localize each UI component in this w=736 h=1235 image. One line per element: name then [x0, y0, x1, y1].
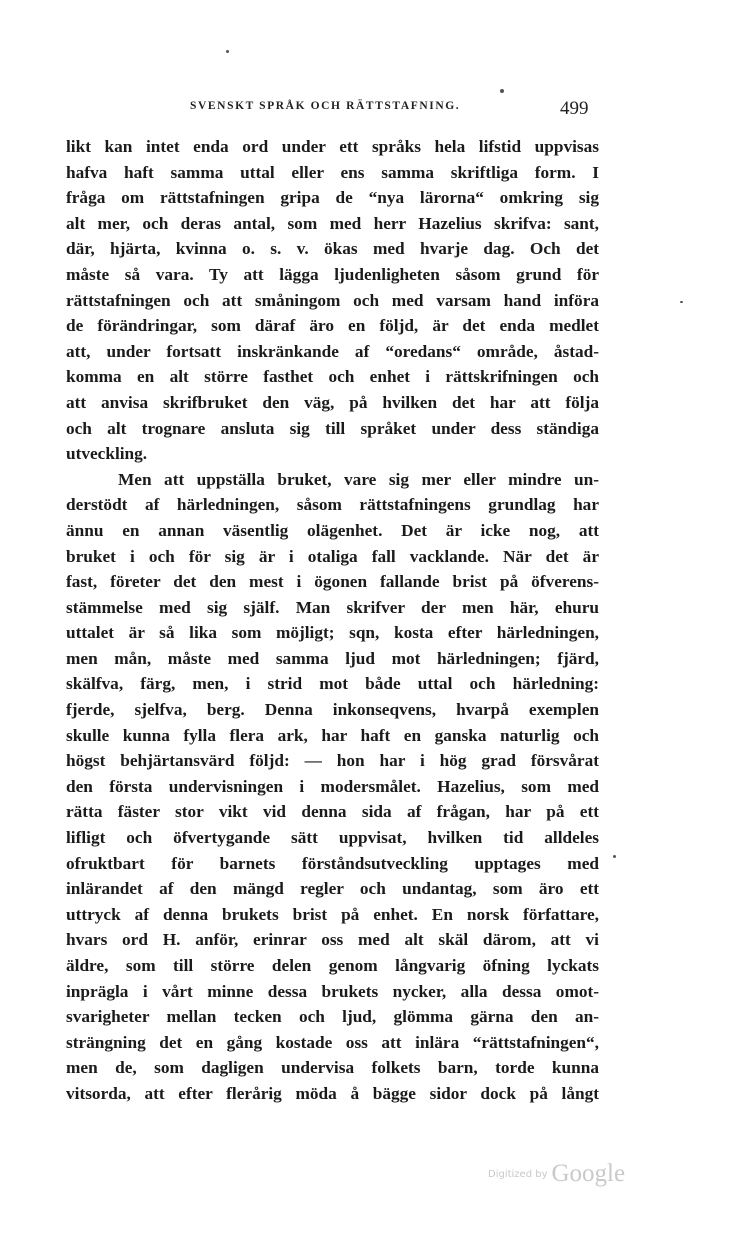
text-line: fast, företer det den mest i ögonen fallande brist på öfverens-	[66, 572, 599, 592]
text-line: lifligt och öfvertygande sätt uppvisat, hvilken tid alldeles	[66, 828, 599, 848]
paragraph-start-line: Men att uppställa bruket, vare sig mer eller mindre un-	[118, 469, 599, 489]
text-line: hafva haft samma uttal eller ens samma skriftliga form. I	[66, 162, 599, 182]
text-line: och alt trognare ansluta sig till språket under dess ständiga	[66, 418, 599, 438]
ink-speck	[500, 89, 504, 93]
text-line: rätta fäster stor vikt vid denna sida af frågan, har på ett	[66, 802, 599, 822]
body-text	[66, 134, 599, 1107]
text-line: men de, som dagligen undervisa folkets barn, torde kunna	[66, 1058, 599, 1078]
text-line: fråga om rättstafningen gripa de “nya lärorna“ omkring sig	[66, 188, 599, 208]
text-line: inprägla i vårt minne dessa brukets nycker, alla dessa omot-	[66, 981, 599, 1001]
text-line: skälfva, färg, men, i strid mot både uttal och härledning:	[66, 674, 599, 694]
text-line: där, hjärta, kvinna o. s. v. ökas med hvarje dag. Och det	[66, 239, 599, 259]
text-line: att anvisa skrifbruket den väg, på hvilken det har att följa	[66, 392, 599, 412]
text-line: komma en alt större fasthet och enhet i rättskrifningen och	[66, 367, 599, 387]
text-line: att, under fortsatt inskränkande af “oredans“ område, åstad-	[66, 341, 599, 361]
text-line: rättstafningen och att småningom och med varsam hand införa	[66, 290, 599, 310]
text-line: den första undervisningen i modersmålet. Hazelius, som med	[66, 776, 599, 796]
text-line: uttalet är så lika som möjligt; sqn, kosta efter härledningen,	[66, 623, 599, 643]
watermark-caption: Digitized by	[488, 1168, 548, 1180]
text-line: fjerde, sjelfva, berg. Denna inkonseqvens, hvarpå exemplen	[66, 700, 599, 720]
text-line: stämmelse med sig själf. Man skrifver der men här, ehuru	[66, 597, 599, 617]
watermark-logo: Google	[551, 1160, 626, 1187]
text-line: ofruktbart för barnets förståndsutveckling upptages med	[66, 853, 599, 873]
page-number: 499	[560, 98, 589, 119]
text-line: äldre, som till större delen genom långvarig öfning lyckats	[66, 956, 599, 975]
text-line: alt mer, och deras antal, som med herr Hazelius skrifva: sant,	[66, 213, 599, 233]
text-line: ännu en annan väsentlig olägenhet. Det är icke nog, att	[66, 520, 599, 540]
ink-speck	[613, 855, 616, 858]
text-line: bruket i och för sig är i otaliga fall vacklande. När det är	[66, 546, 599, 566]
text-line: utveckling.	[66, 444, 148, 464]
running-head: SVENSKT SPRÅK OCH RÄTTSTAFNING.	[190, 100, 461, 112]
text-line: inlärandet af den mängd regler och undantag, som äro ett	[66, 879, 599, 899]
text-line: uttryck af denna brukets brist på enhet. En norsk författare,	[66, 904, 599, 924]
ink-speck	[226, 50, 229, 53]
text-line: hvars ord H. anför, erinrar oss med alt skäl därom, att vi	[66, 930, 599, 950]
text-line: men mån, måste med samma ljud mot härledningen; fjärd,	[66, 648, 599, 668]
text-line: strängning det en gång kostade oss att inlära “rättstafningen“,	[66, 1032, 599, 1052]
ink-speck	[680, 301, 683, 303]
text-line: måste så vara. Ty att lägga ljudenligheten såsom grund för	[66, 264, 599, 284]
digitization-watermark	[488, 1160, 625, 1188]
text-line: derstödt af härledningen, såsom rättstafningens grundlag har	[66, 495, 599, 515]
text-line: högst behjärtansvärd följd: — hon har i hög grad försvårat	[66, 751, 599, 771]
text-line: de förändringar, som däraf äro en följd, är det enda medlet	[66, 316, 599, 336]
text-line: likt kan intet enda ord under ett språks hela lifstid uppvisas	[66, 137, 599, 156]
text-line: vitsorda, att efter flerårig möda å bägge sidor dock på långt	[66, 1083, 599, 1103]
text-line: skulle kunna fylla flera ark, har haft en ganska naturlig och	[66, 725, 599, 745]
text-line: svarigheter mellan tecken och ljud, glömma gärna den an-	[66, 1007, 599, 1027]
